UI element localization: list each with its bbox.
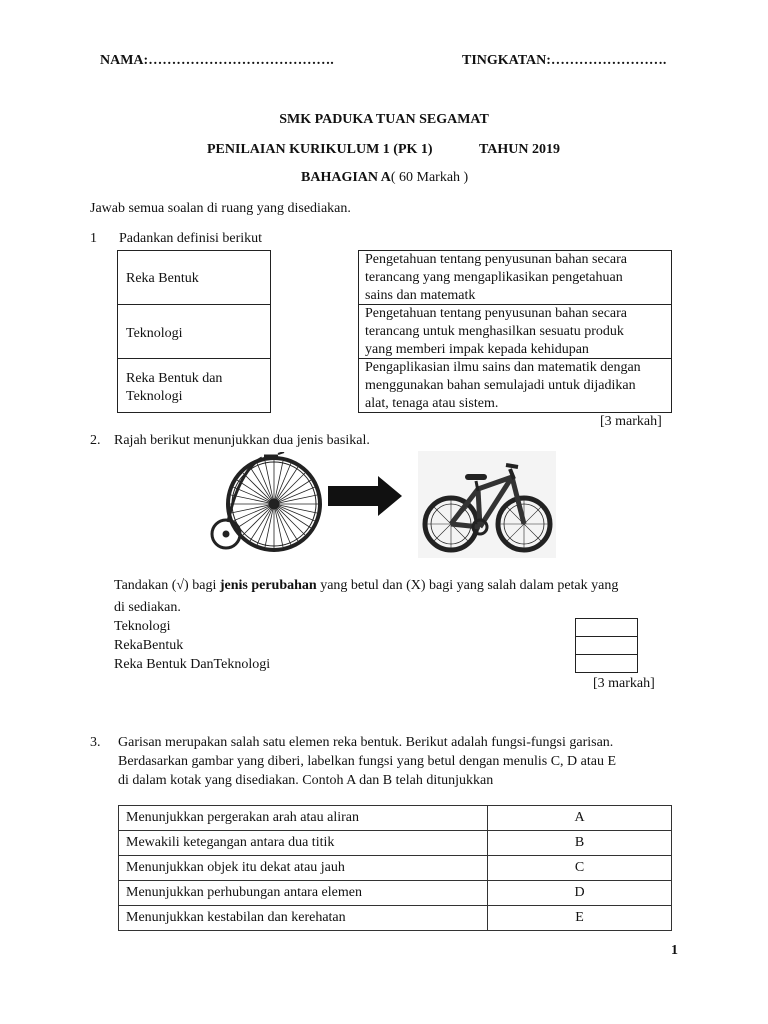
q1-definition: Pengetahuan tentang penyusunan bahan secara terancang yang mengaplikasikan pengetahuan sains dan matematk xyxy=(365,252,628,303)
q2-answer-box-teknologi[interactable] xyxy=(576,619,637,636)
q1-term: Reka Bentuk xyxy=(126,271,199,286)
q3-number: 3. xyxy=(90,735,101,750)
q3-code[interactable]: A xyxy=(488,806,672,831)
school-name: SMK PADUKA TUAN SEGAMAT xyxy=(279,112,489,127)
q2-answer-box-rbt[interactable] xyxy=(576,655,637,672)
name-field-label: NAMA:…………………………………. xyxy=(100,53,334,68)
arrow-right-icon xyxy=(328,476,402,516)
q3-function-text: Menunjukkan kestabilan dan kerehatan xyxy=(119,906,488,931)
q2-instruction: Tandakan (√) bagi jenis perubahan yang betul dan (X) bagi yang salah dalam petak yang xyxy=(114,578,619,593)
q1-terms-table xyxy=(117,250,271,413)
q1-term: Teknologi xyxy=(126,326,183,341)
table-row xyxy=(119,856,672,881)
q2-answer-box-rekabentuk[interactable] xyxy=(576,637,637,654)
q1-prompt: Padankan definisi berikut xyxy=(119,231,263,246)
q3-code[interactable]: B xyxy=(488,831,672,856)
q3-function-text: Menunjukkan objek itu dekat atau jauh xyxy=(119,856,488,881)
penny-farthing-image xyxy=(206,452,322,556)
table-row xyxy=(119,906,672,931)
section-marks: ( 60 Markah ) xyxy=(390,170,469,185)
q1-number: 1 xyxy=(90,231,97,246)
q2-option-label: Teknologi xyxy=(114,619,171,634)
q3-line: Berdasarkan gambar yang diberi, labelkan fungsi yang betul dengan menulis C, D atau E xyxy=(118,754,617,769)
q1-term: Reka Bentuk dan Teknologi xyxy=(126,371,223,404)
q1-definition: Pengetahuan tentang penyusunan bahan secara terancang untuk menghasilkan sesuatu produk yang memberi impak kepada kehidupan xyxy=(365,306,628,357)
instruction: Jawab semua soalan di ruang yang disediakan. xyxy=(90,201,351,216)
q3-code[interactable]: E xyxy=(488,906,672,931)
table-row xyxy=(119,831,672,856)
q1-definition: Pengaplikasian ilmu sains dan matematik dengan menggunakan bahan semulajadi untuk dijadikan alat, tenaga atau sistem. xyxy=(365,360,641,411)
table-row xyxy=(119,806,672,831)
exam-title: PENILAIAN KURIKULUM 1 (PK 1) xyxy=(207,142,433,157)
q2-number: 2. xyxy=(90,433,101,448)
q3-line: Garisan merupakan salah satu elemen reka bentuk. Berikut adalah fungsi-fungsi garisan. xyxy=(118,735,614,750)
q3-function-text: Menunjukkan perhubungan antara elemen xyxy=(119,881,488,906)
page-number: 1 xyxy=(671,943,678,958)
class-field-label: TINGKATAN:……………………. xyxy=(462,53,667,68)
q2-option-label: Reka Bentuk DanTeknologi xyxy=(114,657,271,672)
modern-bicycle-image xyxy=(418,451,556,558)
q3-table xyxy=(118,805,672,931)
q3-code[interactable]: D xyxy=(488,881,672,906)
q3-line: di dalam kotak yang disediakan. Contoh A dan B telah ditunjukkan xyxy=(118,773,494,788)
table-row xyxy=(119,881,672,906)
q1-definitions-table xyxy=(358,250,672,413)
q2-option-label: RekaBentuk xyxy=(114,638,184,653)
section-name: BAHAGIAN A xyxy=(301,170,391,185)
exam-year: TAHUN 2019 xyxy=(479,142,561,157)
section-heading xyxy=(301,170,468,186)
q1-marks: [3 markah] xyxy=(600,414,662,429)
q2-instruction-line2: di sediakan. xyxy=(114,600,181,615)
q3-function-text: Menunjukkan pergerakan arah atau aliran xyxy=(119,806,488,831)
q3-function-text: Mewakili ketegangan antara dua titik xyxy=(119,831,488,856)
q3-code[interactable]: C xyxy=(488,856,672,881)
q2-prompt: Rajah berikut menunjukkan dua jenis basikal. xyxy=(114,433,370,448)
q2-marks: [3 markah] xyxy=(593,676,655,691)
